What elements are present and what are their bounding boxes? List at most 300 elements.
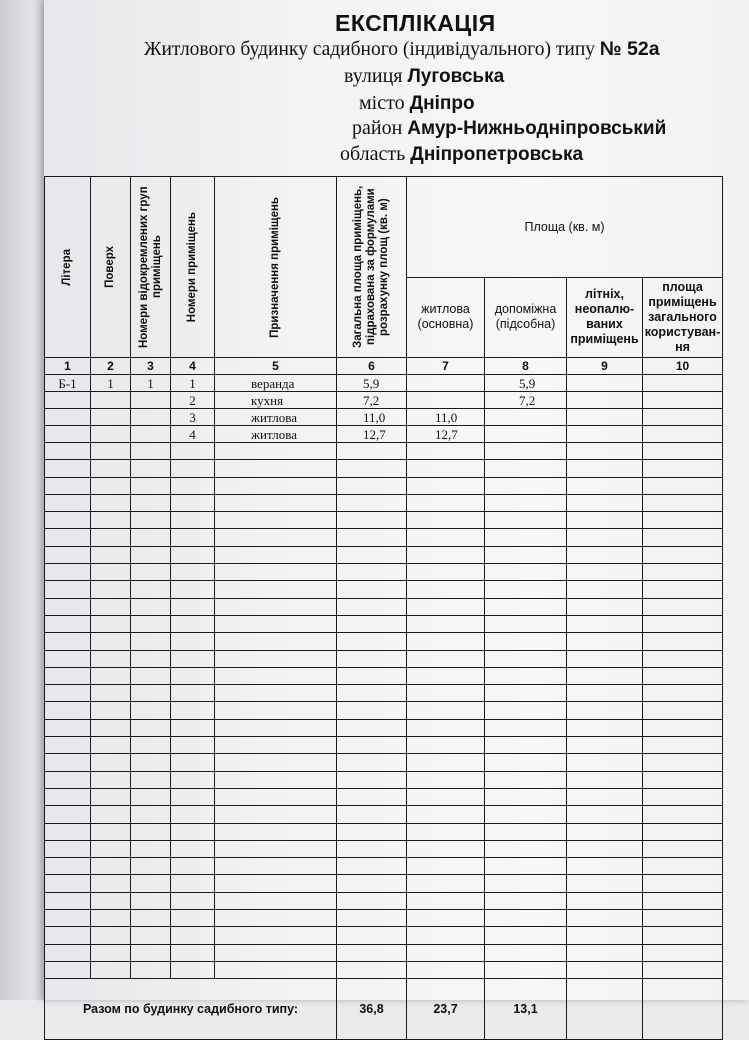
empty-table-row — [45, 927, 723, 944]
empty-cell — [45, 771, 91, 788]
empty-cell — [171, 564, 215, 581]
empty-cell — [215, 737, 337, 754]
empty-table-row — [45, 892, 723, 909]
empty-cell — [337, 719, 407, 736]
empty-table-row — [45, 529, 723, 546]
cell-purpose: житлова — [215, 426, 337, 443]
total-summer — [567, 979, 643, 1040]
district-value: Амур-Нижньодніпровський — [407, 118, 667, 139]
empty-table-row — [45, 840, 723, 857]
empty-cell — [131, 564, 171, 581]
cell-litera — [45, 409, 91, 426]
empty-cell — [131, 927, 171, 944]
empty-cell — [131, 788, 171, 805]
empty-cell — [131, 546, 171, 563]
empty-cell — [407, 529, 485, 546]
empty-cell — [643, 529, 723, 546]
empty-cell — [171, 546, 215, 563]
empty-cell — [567, 910, 643, 927]
empty-cell — [407, 788, 485, 805]
header-row — [45, 177, 723, 278]
empty-cell — [643, 598, 723, 615]
empty-cell — [643, 667, 723, 684]
empty-cell — [643, 615, 723, 632]
empty-cell — [337, 529, 407, 546]
empty-cell — [567, 477, 643, 494]
empty-cell — [567, 667, 643, 684]
cell-room: 1 — [171, 375, 215, 392]
total-living: 23,7 — [407, 979, 485, 1040]
empty-cell — [131, 771, 171, 788]
district-line — [352, 117, 666, 140]
empty-cell — [45, 581, 91, 598]
empty-cell — [407, 858, 485, 875]
empty-cell — [91, 598, 131, 615]
empty-cell — [485, 460, 567, 477]
empty-cell — [45, 858, 91, 875]
empty-cell — [215, 546, 337, 563]
empty-cell — [45, 927, 91, 944]
empty-cell — [337, 823, 407, 840]
empty-cell — [45, 719, 91, 736]
cell-common — [643, 409, 723, 426]
empty-cell — [131, 615, 171, 632]
empty-cell — [485, 719, 567, 736]
empty-cell — [567, 702, 643, 719]
col-num: 3 — [131, 358, 171, 375]
cell-summer — [567, 375, 643, 392]
empty-cell — [171, 719, 215, 736]
document-subtitle — [144, 38, 660, 61]
empty-cell — [45, 944, 91, 961]
empty-cell — [215, 719, 337, 736]
cell-purpose: веранда — [215, 375, 337, 392]
empty-cell — [45, 875, 91, 892]
empty-cell — [171, 615, 215, 632]
empty-cell — [337, 806, 407, 823]
empty-cell — [91, 667, 131, 684]
empty-table-row — [45, 875, 723, 892]
empty-cell — [45, 598, 91, 615]
empty-cell — [485, 512, 567, 529]
document-header — [0, 0, 749, 175]
empty-cell — [91, 892, 131, 909]
empty-cell — [215, 806, 337, 823]
empty-cell — [485, 529, 567, 546]
empty-cell — [45, 840, 91, 857]
empty-table-row — [45, 910, 723, 927]
header-poverkh: Поверх — [91, 177, 131, 358]
empty-cell — [337, 840, 407, 857]
empty-cell — [567, 927, 643, 944]
empty-cell — [131, 858, 171, 875]
empty-cell — [643, 564, 723, 581]
empty-cell — [643, 961, 723, 978]
empty-cell — [45, 737, 91, 754]
empty-cell — [91, 494, 131, 511]
empty-cell — [215, 633, 337, 650]
empty-cell — [91, 460, 131, 477]
empty-cell — [131, 667, 171, 684]
empty-cell — [45, 823, 91, 840]
empty-cell — [171, 581, 215, 598]
cell-auxiliary: 7,2 — [485, 392, 567, 409]
column-number-row — [45, 358, 723, 375]
empty-cell — [131, 702, 171, 719]
empty-cell — [91, 927, 131, 944]
cell-floor — [91, 392, 131, 409]
cell-group — [131, 409, 171, 426]
empty-cell — [131, 875, 171, 892]
empty-cell — [337, 460, 407, 477]
empty-cell — [131, 910, 171, 927]
empty-cell — [407, 702, 485, 719]
empty-cell — [215, 494, 337, 511]
empty-table-row — [45, 771, 723, 788]
empty-cell — [407, 892, 485, 909]
empty-cell — [407, 667, 485, 684]
cell-total: 11,0 — [337, 409, 407, 426]
table-body — [45, 358, 723, 979]
empty-cell — [171, 667, 215, 684]
empty-cell — [485, 806, 567, 823]
empty-cell — [407, 719, 485, 736]
empty-cell — [567, 771, 643, 788]
empty-cell — [485, 443, 567, 460]
empty-cell — [407, 443, 485, 460]
empty-cell — [91, 944, 131, 961]
empty-cell — [215, 460, 337, 477]
empty-cell — [215, 840, 337, 857]
table-row — [45, 392, 723, 409]
street-value: Луговська — [407, 66, 505, 87]
cell-total: 7,2 — [337, 392, 407, 409]
empty-cell — [407, 633, 485, 650]
empty-cell — [407, 564, 485, 581]
empty-cell — [337, 633, 407, 650]
empty-cell — [131, 719, 171, 736]
empty-table-row — [45, 650, 723, 667]
header-purpose: Призначення приміщень — [215, 177, 337, 358]
district-label: район — [352, 117, 403, 139]
empty-cell — [643, 633, 723, 650]
empty-cell — [215, 875, 337, 892]
empty-cell — [567, 944, 643, 961]
region-line — [340, 143, 583, 166]
empty-cell — [485, 858, 567, 875]
empty-table-row — [45, 443, 723, 460]
empty-cell — [643, 546, 723, 563]
cell-auxiliary: 5,9 — [485, 375, 567, 392]
header-summer: літніх, неопалю-ваних приміщень — [567, 277, 643, 357]
empty-cell — [407, 737, 485, 754]
empty-cell — [485, 788, 567, 805]
empty-table-row — [45, 460, 723, 477]
empty-cell — [337, 927, 407, 944]
empty-cell — [567, 529, 643, 546]
empty-cell — [567, 806, 643, 823]
empty-cell — [485, 633, 567, 650]
empty-cell — [337, 615, 407, 632]
header-litera: Літера — [45, 177, 91, 358]
empty-cell — [171, 806, 215, 823]
empty-cell — [567, 961, 643, 978]
empty-cell — [485, 737, 567, 754]
empty-cell — [407, 477, 485, 494]
empty-cell — [485, 892, 567, 909]
empty-cell — [171, 685, 215, 702]
empty-cell — [131, 581, 171, 598]
cell-living — [407, 392, 485, 409]
empty-cell — [337, 944, 407, 961]
empty-cell — [567, 494, 643, 511]
header-total-area: Загальна площа приміщень, підрахована за формулами розрахунку площ (кв. м) — [337, 177, 407, 358]
empty-cell — [567, 581, 643, 598]
cell-floor — [91, 409, 131, 426]
empty-cell — [91, 840, 131, 857]
empty-cell — [215, 477, 337, 494]
empty-cell — [485, 754, 567, 771]
empty-cell — [407, 961, 485, 978]
empty-cell — [91, 754, 131, 771]
empty-cell — [215, 650, 337, 667]
empty-cell — [171, 875, 215, 892]
empty-cell — [567, 737, 643, 754]
empty-table-row — [45, 737, 723, 754]
empty-cell — [91, 823, 131, 840]
empty-cell — [91, 546, 131, 563]
empty-cell — [45, 443, 91, 460]
empty-table-row — [45, 546, 723, 563]
empty-cell — [407, 927, 485, 944]
empty-cell — [171, 443, 215, 460]
cell-group — [131, 426, 171, 443]
total-label: Разом по будинку садибного типу: — [45, 979, 337, 1040]
empty-cell — [407, 771, 485, 788]
empty-cell — [337, 961, 407, 978]
empty-table-row — [45, 667, 723, 684]
empty-table-row — [45, 823, 723, 840]
empty-cell — [91, 685, 131, 702]
empty-cell — [643, 823, 723, 840]
empty-cell — [131, 840, 171, 857]
empty-cell — [643, 771, 723, 788]
empty-cell — [567, 858, 643, 875]
empty-cell — [91, 650, 131, 667]
empty-cell — [337, 788, 407, 805]
empty-cell — [337, 754, 407, 771]
empty-cell — [45, 754, 91, 771]
col-num: 6 — [337, 358, 407, 375]
empty-cell — [337, 685, 407, 702]
cell-total: 5,9 — [337, 375, 407, 392]
empty-table-row — [45, 719, 723, 736]
empty-cell — [485, 875, 567, 892]
total-area: 36,8 — [337, 979, 407, 1040]
empty-cell — [567, 840, 643, 857]
col-num: 9 — [567, 358, 643, 375]
empty-cell — [171, 650, 215, 667]
empty-cell — [171, 961, 215, 978]
empty-cell — [215, 512, 337, 529]
empty-cell — [171, 927, 215, 944]
empty-cell — [485, 927, 567, 944]
empty-table-row — [45, 494, 723, 511]
empty-cell — [171, 460, 215, 477]
document-title: ЕКСПЛІКАЦІЯ — [335, 10, 496, 36]
empty-cell — [215, 858, 337, 875]
cell-purpose: житлова — [215, 409, 337, 426]
empty-cell — [91, 564, 131, 581]
empty-cell — [91, 737, 131, 754]
empty-cell — [337, 858, 407, 875]
cell-summer — [567, 392, 643, 409]
empty-table-row — [45, 477, 723, 494]
empty-cell — [337, 598, 407, 615]
empty-cell — [337, 477, 407, 494]
empty-table-row — [45, 633, 723, 650]
empty-cell — [407, 944, 485, 961]
empty-cell — [643, 702, 723, 719]
empty-cell — [215, 927, 337, 944]
empty-cell — [171, 477, 215, 494]
empty-cell — [215, 771, 337, 788]
empty-table-row — [45, 615, 723, 632]
empty-cell — [215, 788, 337, 805]
cell-summer — [567, 409, 643, 426]
empty-cell — [337, 892, 407, 909]
cell-purpose: кухня — [215, 392, 337, 409]
col-num: 4 — [171, 358, 215, 375]
empty-table-row — [45, 702, 723, 719]
empty-cell — [131, 477, 171, 494]
empty-cell — [131, 892, 171, 909]
empty-cell — [643, 944, 723, 961]
header-common: площа приміщень загального користуван-ня — [643, 277, 723, 357]
empty-cell — [567, 823, 643, 840]
empty-cell — [643, 875, 723, 892]
empty-cell — [337, 910, 407, 927]
total-common — [643, 979, 723, 1040]
empty-cell — [567, 875, 643, 892]
empty-cell — [567, 685, 643, 702]
empty-cell — [171, 633, 215, 650]
empty-cell — [337, 702, 407, 719]
empty-cell — [485, 546, 567, 563]
empty-cell — [91, 771, 131, 788]
empty-cell — [45, 650, 91, 667]
empty-cell — [337, 443, 407, 460]
empty-cell — [215, 615, 337, 632]
empty-cell — [215, 685, 337, 702]
empty-cell — [485, 944, 567, 961]
empty-cell — [91, 719, 131, 736]
empty-cell — [215, 667, 337, 684]
empty-cell — [337, 650, 407, 667]
empty-cell — [91, 961, 131, 978]
empty-cell — [45, 910, 91, 927]
table-row — [45, 409, 723, 426]
empty-cell — [485, 650, 567, 667]
empty-cell — [485, 771, 567, 788]
empty-table-row — [45, 944, 723, 961]
empty-cell — [567, 892, 643, 909]
header-group-numbers: Номери відокремлених груп приміщень — [131, 177, 171, 358]
empty-cell — [171, 823, 215, 840]
empty-cell — [131, 650, 171, 667]
empty-cell — [171, 512, 215, 529]
cell-group — [131, 392, 171, 409]
empty-cell — [91, 875, 131, 892]
empty-cell — [91, 443, 131, 460]
empty-cell — [337, 494, 407, 511]
empty-cell — [215, 443, 337, 460]
empty-cell — [407, 581, 485, 598]
empty-cell — [643, 840, 723, 857]
empty-cell — [407, 806, 485, 823]
empty-cell — [215, 892, 337, 909]
empty-cell — [407, 875, 485, 892]
empty-cell — [407, 650, 485, 667]
empty-table-row — [45, 512, 723, 529]
empty-cell — [45, 788, 91, 805]
header-room-numbers: Номери приміщень — [171, 177, 215, 358]
col-num: 8 — [485, 358, 567, 375]
empty-cell — [337, 667, 407, 684]
cell-auxiliary — [485, 426, 567, 443]
empty-table-row — [45, 598, 723, 615]
empty-cell — [485, 581, 567, 598]
empty-cell — [567, 650, 643, 667]
empty-cell — [131, 754, 171, 771]
empty-cell — [171, 944, 215, 961]
empty-cell — [171, 702, 215, 719]
empty-table-row — [45, 858, 723, 875]
empty-cell — [643, 927, 723, 944]
header-auxiliary: допоміжна (підсобна) — [485, 277, 567, 357]
col-num: 10 — [643, 358, 723, 375]
empty-cell — [337, 771, 407, 788]
city-value: Дніпро — [409, 93, 475, 114]
empty-cell — [45, 529, 91, 546]
empty-cell — [45, 615, 91, 632]
empty-cell — [131, 529, 171, 546]
empty-cell — [337, 581, 407, 598]
empty-cell — [91, 702, 131, 719]
empty-cell — [91, 581, 131, 598]
empty-cell — [567, 564, 643, 581]
empty-cell — [337, 546, 407, 563]
empty-cell — [215, 961, 337, 978]
empty-cell — [131, 494, 171, 511]
empty-cell — [485, 961, 567, 978]
empty-cell — [171, 598, 215, 615]
empty-cell — [407, 598, 485, 615]
empty-cell — [643, 685, 723, 702]
empty-cell — [215, 702, 337, 719]
cell-group: 1 — [131, 375, 171, 392]
empty-cell — [131, 737, 171, 754]
empty-cell — [45, 512, 91, 529]
city-line — [359, 92, 475, 115]
empty-cell — [485, 615, 567, 632]
empty-cell — [407, 910, 485, 927]
col-num: 1 — [45, 358, 91, 375]
empty-cell — [407, 512, 485, 529]
empty-cell — [407, 546, 485, 563]
cell-living: 12,7 — [407, 426, 485, 443]
empty-cell — [45, 546, 91, 563]
